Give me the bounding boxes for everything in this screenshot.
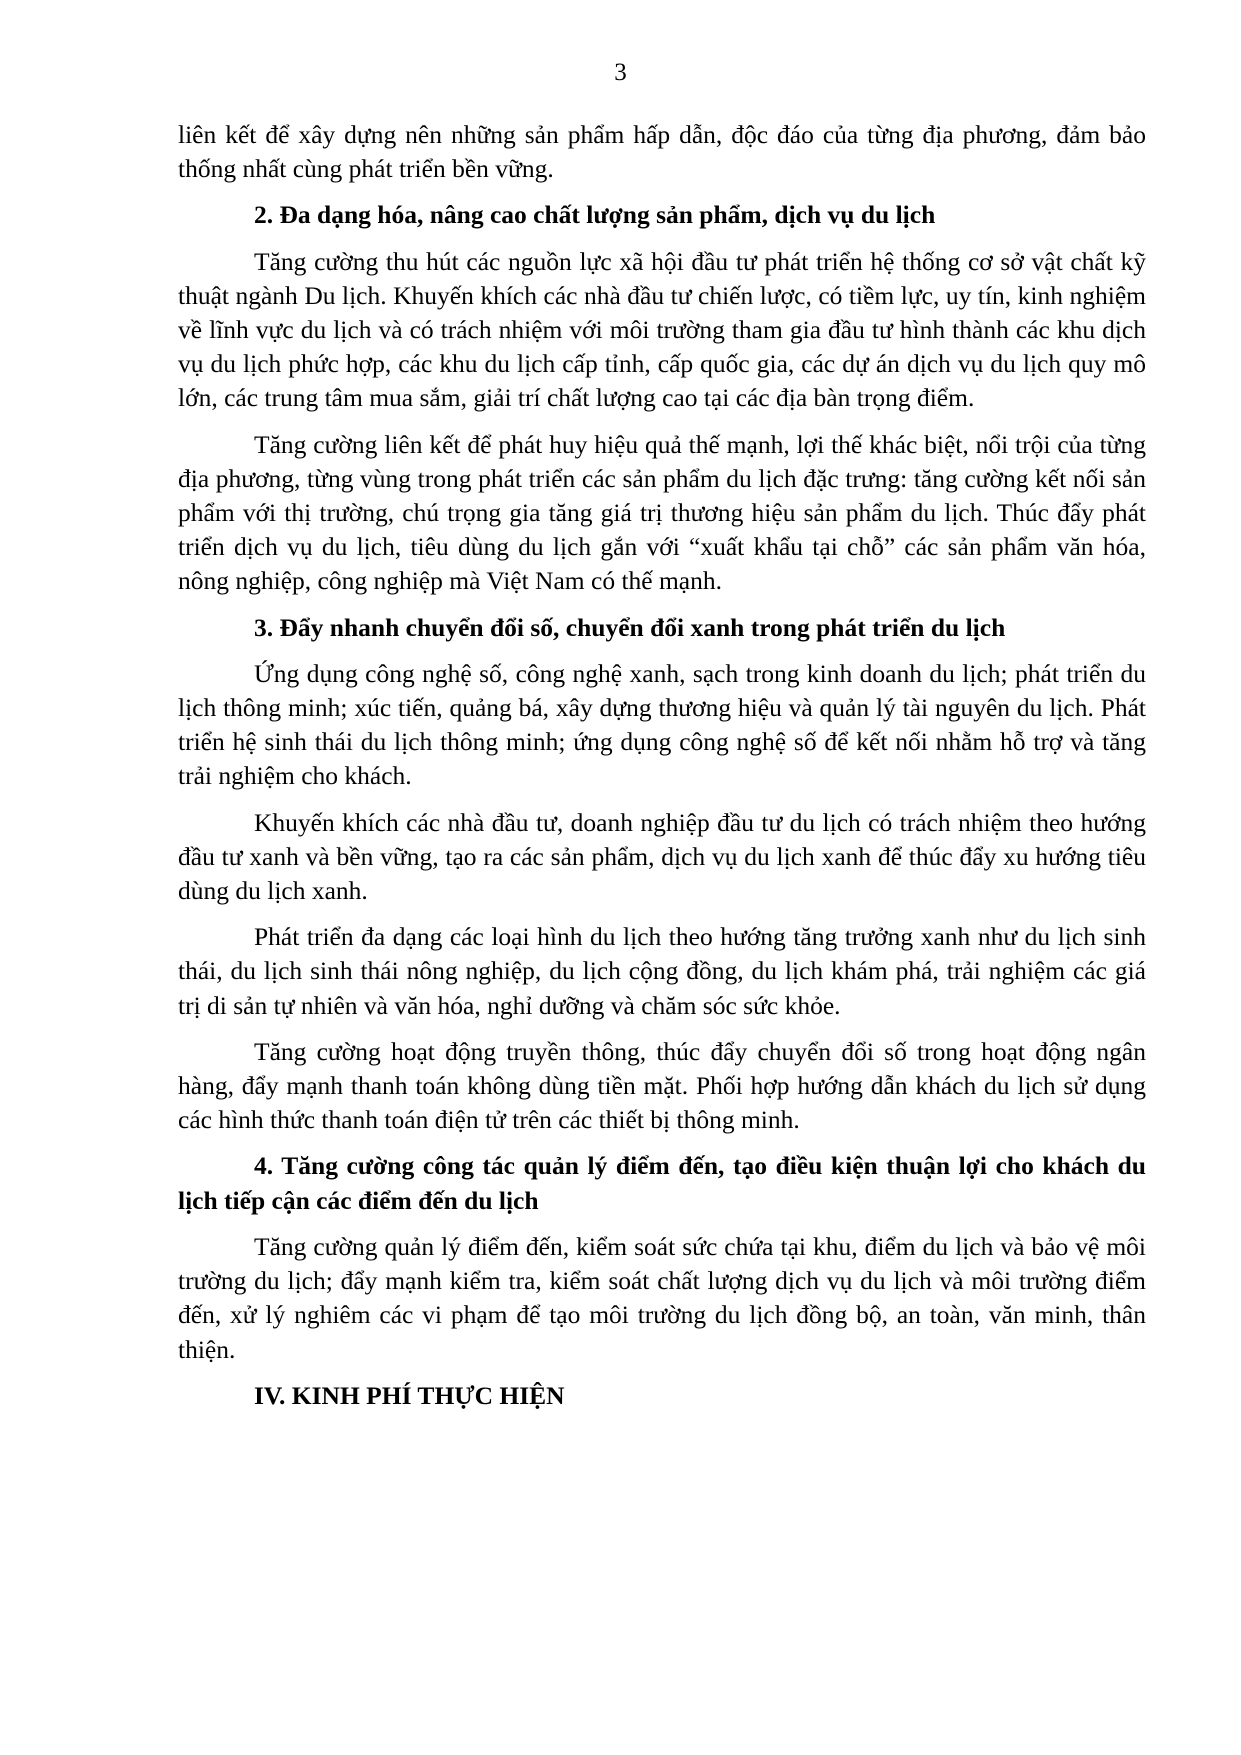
- paragraph: Tăng cường thu hút các nguồn lực xã hội đầu tư phát triển hệ thống cơ sở vật chất kỹ thuật ngành Du lịch. Khuyến khích các nhà đầu tư chiến lược, có tiềm lực, uy tín, kinh nghiệm về lĩnh vực du lịch và có trách nhiệm với môi trường tham gia đầu tư hình thành các khu dịch vụ du lịch phức hợp, các khu du lịch cấp tỉnh, cấp quốc gia, các dự án dịch vụ du lịch quy mô lớn, các trung tâm mua sắm, giải trí chất lượng cao tại các địa bàn trọng điểm.: [178, 246, 1146, 413]
- section-heading-iv: IV. KINH PHÍ THỰC HIỆN: [254, 1380, 565, 1410]
- section-heading-4: 4. Tăng cường công tác quản lý điểm đến, tạo điều kiện thuận lợi cho khách du lịch tiếp cận các điểm đến du lịch: [178, 1151, 1146, 1215]
- paragraph: Khuyến khích các nhà đầu tư, doanh nghiệp đầu tư du lịch có trách nhiệm theo hướng đầu tư xanh và bền vững, tạo ra các sản phẩm, dịch vụ du lịch xanh để thúc đẩy xu hướng tiêu dùng du lịch xanh.: [178, 807, 1146, 906]
- paragraph-continuation: liên kết để xây dựng nên những sản phẩm hấp dẫn, độc đáo của từng địa phương, đảm bảo thống nhất cùng phát triển bền vững.: [178, 120, 1146, 184]
- paragraph: Ứng dụng công nghệ số, công nghệ xanh, sạch trong kinh doanh du lịch; phát triển du lịch thông minh; xúc tiến, quảng bá, xây dựng thương hiệu và quản lý tài nguyên du lịch. Phát triển hệ sinh thái du lịch thông minh; ứng dụng công nghệ số để kết nối nhằm hỗ trợ và tăng trải nghiệm cho khách.: [178, 658, 1146, 791]
- paragraph: Phát triển đa dạng các loại hình du lịch theo hướng tăng trưởng xanh như du lịch sinh thái, du lịch sinh thái nông nghiệp, du lịch cộng đồng, du lịch khám phá, trải nghiệm các giá trị di sản tự nhiên và văn hóa, nghỉ dưỡng và chăm sóc sức khỏe.: [178, 922, 1146, 1020]
- section-heading-3: 3. Đẩy nhanh chuyển đổi số, chuyển đổi xanh trong phát triển du lịch: [254, 612, 1006, 642]
- paragraph: Tăng cường quản lý điểm đến, kiểm soát sức chứa tại khu, điểm du lịch và bảo vệ môi trường du lịch; đẩy mạnh kiểm tra, kiểm soát chất lượng dịch vụ du lịch và môi trường điểm đến, xử lý nghiêm các vi phạm để tạo môi trường du lịch đồng bộ, an toàn, văn minh, thân thiện.: [178, 1231, 1146, 1364]
- document-body: [178, 118, 1146, 1425]
- page-number: 3: [614, 59, 627, 86]
- paragraph: Tăng cường hoạt động truyền thông, thúc đẩy chuyển đổi số trong hoạt động ngân hàng, đẩy mạnh thanh toán không dùng tiền mặt. Phối hợp hướng dẫn khách du lịch sử dụng các hình thức thanh toán điện tử trên các thiết bị thông minh.: [178, 1036, 1146, 1135]
- paragraph: Tăng cường liên kết để phát huy hiệu quả thế mạnh, lợi thế khác biệt, nổi trội của từng địa phương, từng vùng trong phát triển các sản phẩm du lịch đặc trưng: tăng cường kết nối sản phẩm với thị trường, chú trọng gia tăng giá trị thương hiệu sản phẩm du lịch. Thúc đẩy phát triển dịch vụ du lịch, tiêu dùng du lịch gắn với “xuất khẩu tại chỗ” các sản phẩm văn hóa, nông nghiệp, công nghiệp mà Việt Nam có thế mạnh.: [178, 429, 1146, 596]
- section-heading-2: 2. Đa dạng hóa, nâng cao chất lượng sản phẩm, dịch vụ du lịch: [254, 200, 936, 230]
